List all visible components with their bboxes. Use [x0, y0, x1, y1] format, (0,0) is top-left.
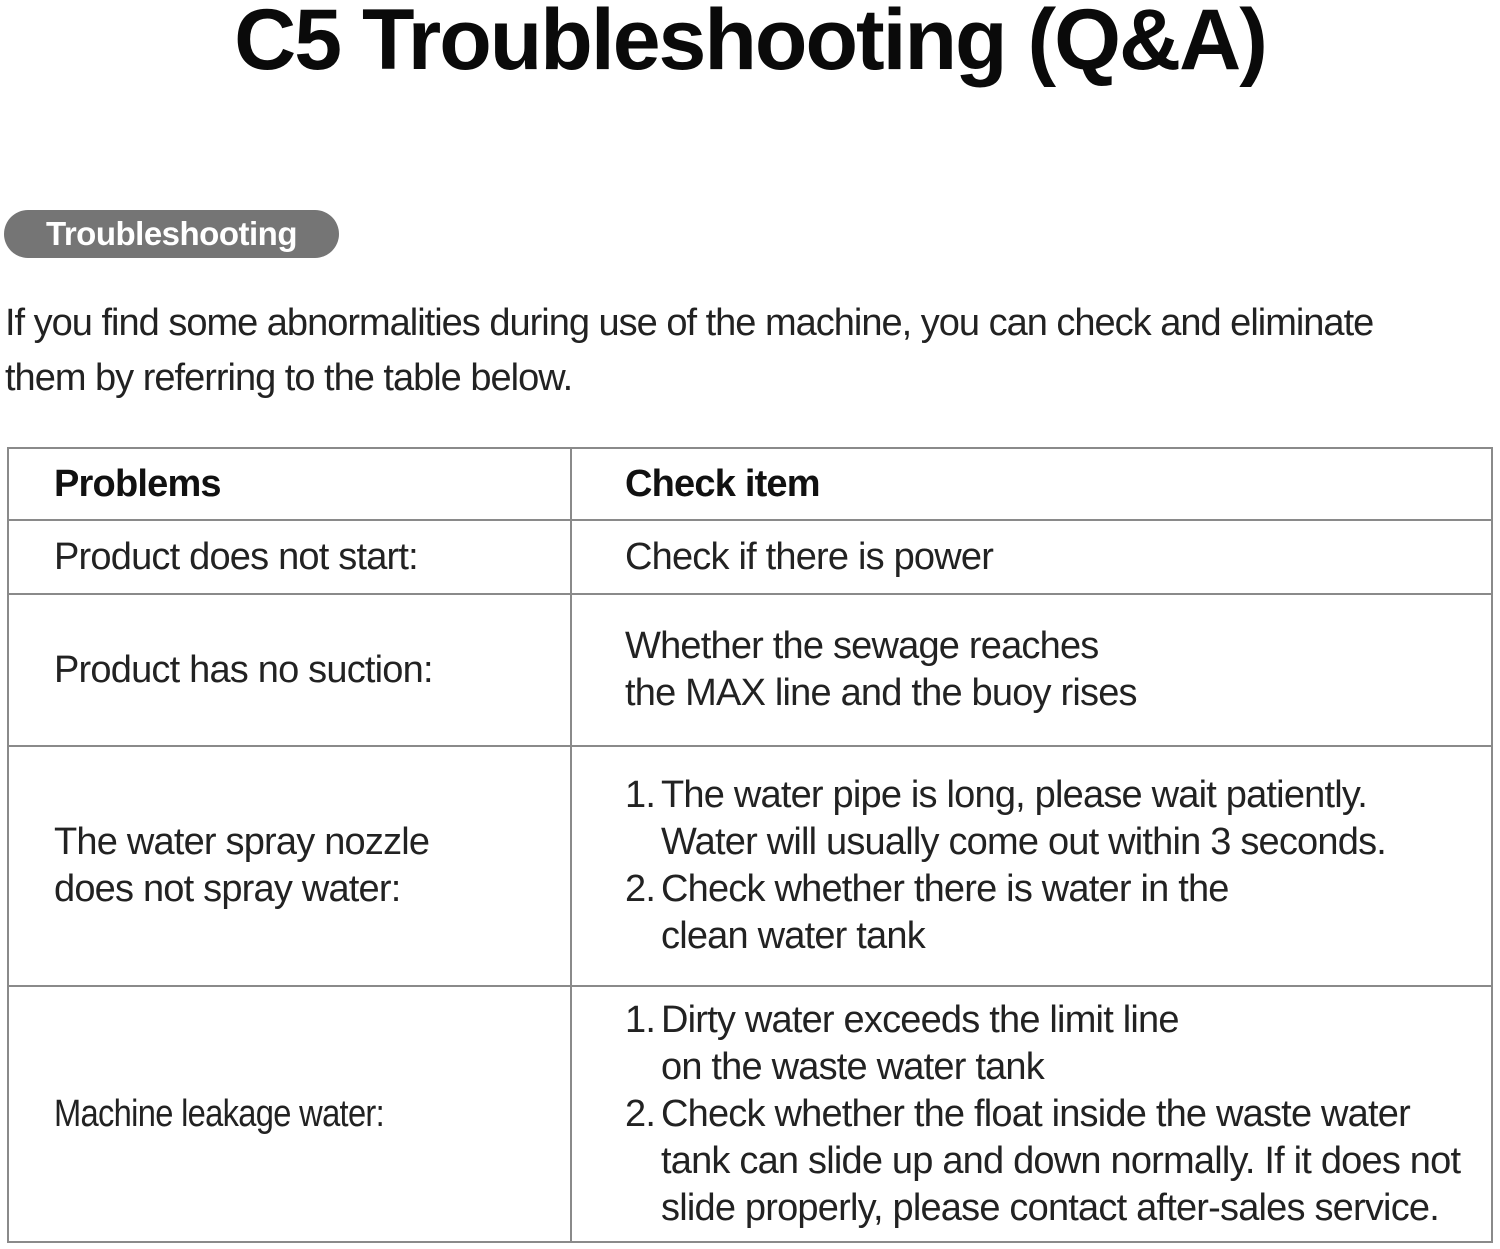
- problem-text: Product has no suction:: [54, 648, 433, 691]
- check-item-text: Check if there is power: [625, 535, 994, 578]
- check-cell: [571, 746, 1492, 986]
- check-item-number: 1.: [625, 998, 656, 1041]
- check-item-text: Check whether the float inside the waste water tank can slide up and down normally. If it does not slide properly, please contact after-sales service.: [661, 1092, 1461, 1229]
- check-item: [625, 997, 1481, 1091]
- problem-text: Product does not start:: [54, 535, 418, 578]
- problem-cell: [8, 746, 571, 986]
- header-problems: Problems: [8, 448, 571, 520]
- header-check-item: Check item: [571, 448, 1492, 520]
- check-item-number: 2.: [625, 868, 656, 910]
- problem-cell: [8, 594, 571, 746]
- check-item-text: Check whether there is water in the clean water tank: [661, 868, 1229, 957]
- check-cell: [571, 520, 1492, 594]
- check-item-text: Dirty water exceeds the limit line on the waste water tank: [661, 998, 1179, 1088]
- problem-cell: [8, 520, 571, 594]
- problem-text: Machine leakage water:: [54, 1092, 385, 1135]
- table-row: [8, 746, 1492, 986]
- check-item: [625, 772, 1481, 866]
- problem-text: The water spray nozzle does not spray water:: [54, 821, 430, 910]
- table-row: [8, 594, 1492, 746]
- check-item: [625, 1091, 1481, 1232]
- check-cell: [571, 986, 1492, 1242]
- section-badge: Troubleshooting: [4, 210, 339, 258]
- check-item-text: Whether the sewage reaches the MAX line and the buoy rises: [625, 625, 1137, 714]
- check-item: [625, 623, 1481, 717]
- check-item: [625, 534, 1481, 581]
- check-item: [625, 866, 1481, 960]
- troubleshooting-table: [7, 447, 1493, 1243]
- table-row: [8, 520, 1492, 594]
- table-header-row: [8, 448, 1492, 520]
- intro-text: If you find some abnormalities during use of the machine, you can check and eliminate them by referring to the table below.: [5, 302, 1374, 399]
- table-body: [8, 520, 1492, 1242]
- check-item-number: 2.: [625, 1092, 656, 1135]
- check-cell: [571, 594, 1492, 746]
- page-title: C5 Troubleshooting (Q&A): [234, 0, 1266, 88]
- check-item-number: 1.: [625, 774, 656, 816]
- check-item-text: The water pipe is long, please wait patiently. Water will usually come out within 3 seconds.: [661, 774, 1387, 863]
- problem-cell: [8, 986, 571, 1242]
- table-row: [8, 986, 1492, 1242]
